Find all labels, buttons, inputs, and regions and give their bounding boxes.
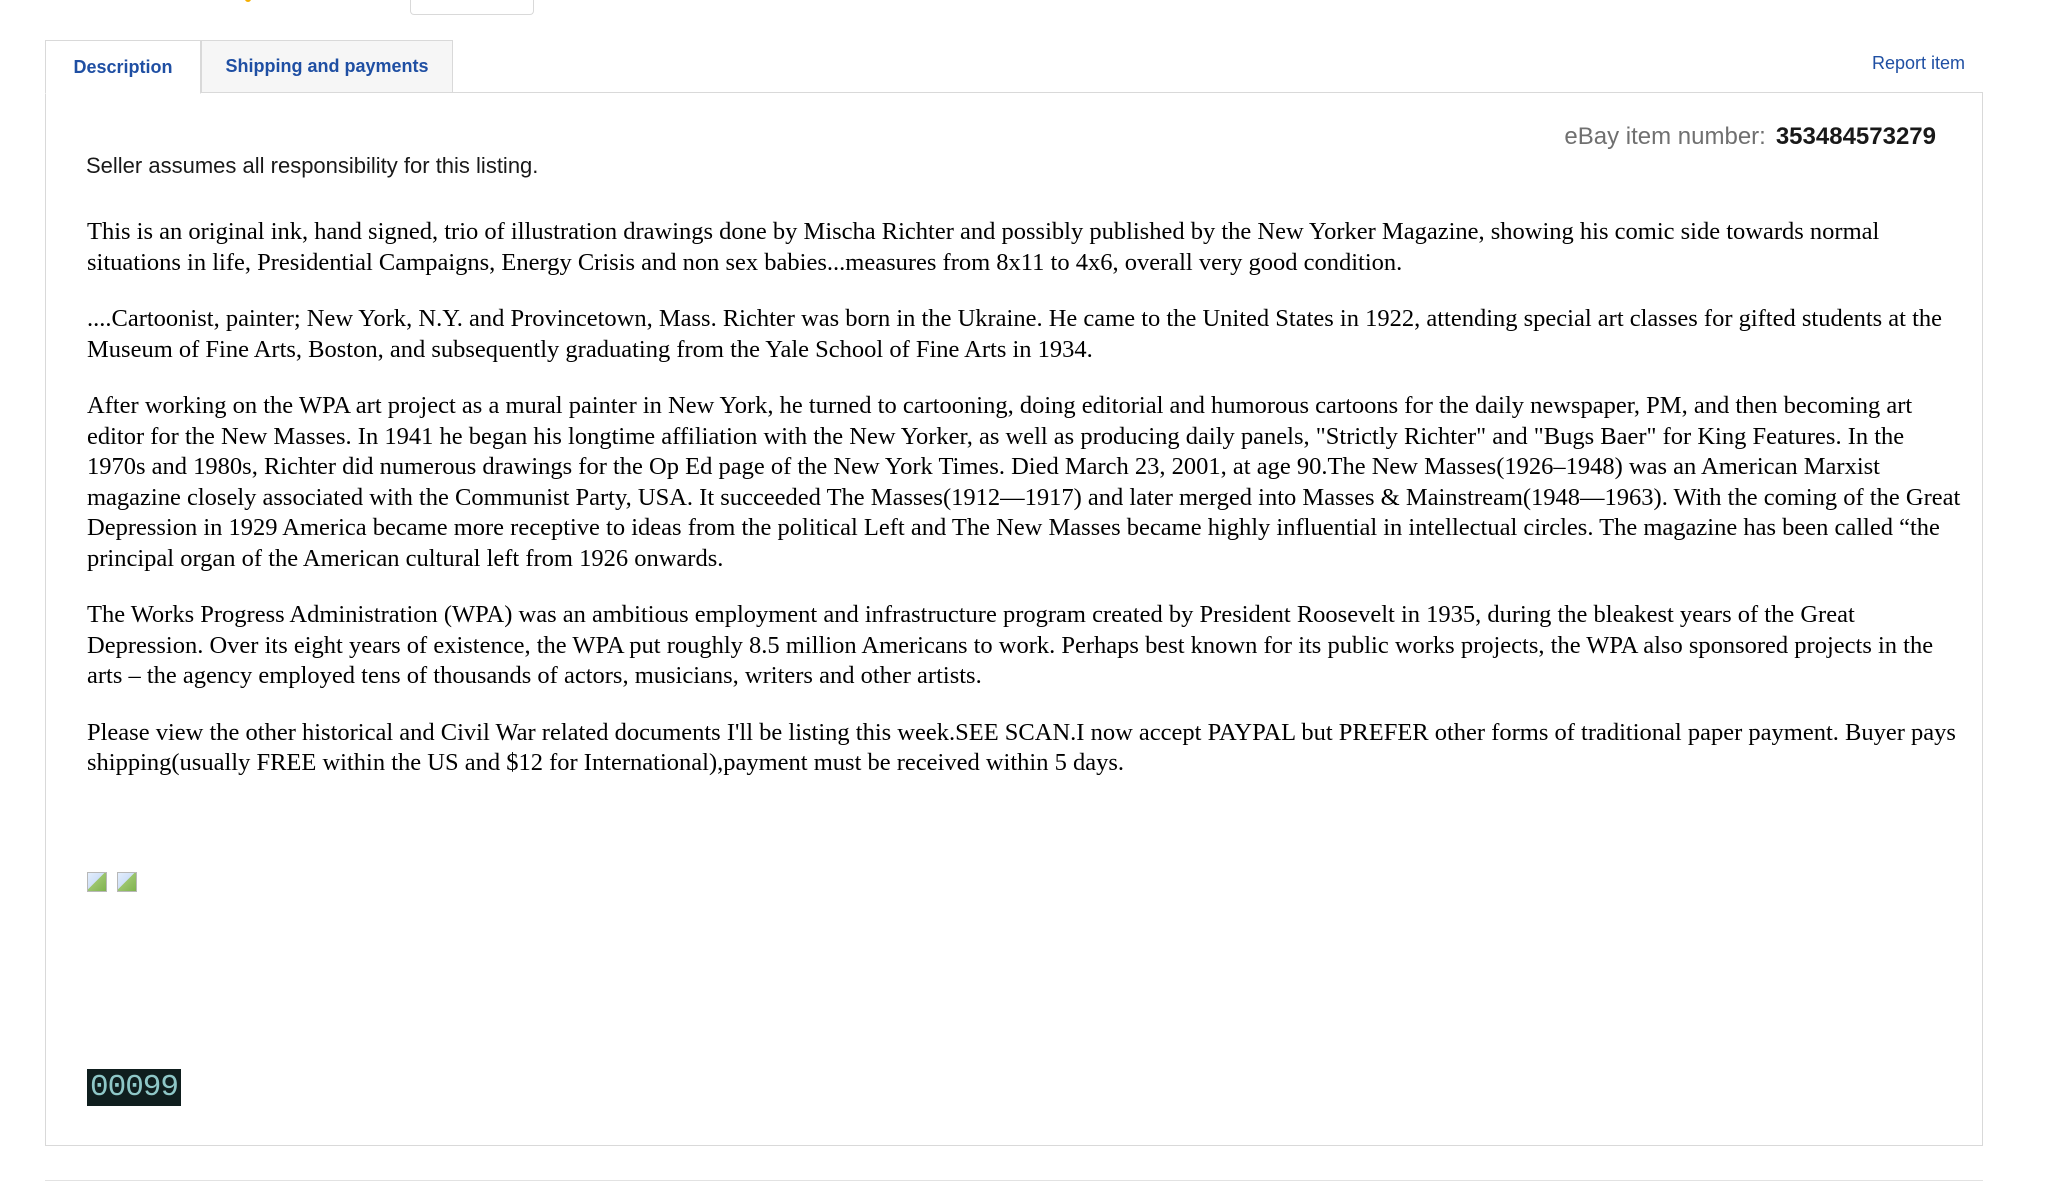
description-paragraph: ....Cartoonist, painter; New York, N.Y. and Provincetown, Mass. Richter was born in the Ukraine. He came to the United States in 1922, attending special art classes for gifted students at the Museum of Fine Arts, Boston, and subsequently graduating from the Yale School of Fine Arts in 1934. (87, 305, 1943, 363)
seller-responsibility-note: Seller assumes all responsibility for this listing. (86, 153, 539, 178)
description-paragraph: After working on the WPA art project as a mural painter in New York, he turned to cartooning, doing editorial and humorous cartoons for the daily newspaper, PM, and then becoming art editor for the New Masses. In 1941 he began his longtime affiliation with the New Yorker, as well as producing daily panels, "Strictly Richter" and "Bugs Baer" for King Features. In the 1970s and 1980s, Richter did numerous drawings for the Op Ed page of the New York Times. Died March 23, 2001, at age 90.The New Masses(1926–1948) was an American Marxist magazine closely associated with the Communist Party, USA. It succeeded The Masses(1912—1917) and later merged into Masses & Mainstream(1948—1963). With the coming of the Great Depression in 1929 America became more receptive to ideas from the political Left and The New Masses became highly influential in intellectual circles. The magazine has been called “the principal organ of the American cultural left from 1926 onwards. (87, 392, 1961, 572)
tab-bar (45, 40, 453, 93)
description-paragraph: This is an original ink, hand signed, trio of illustration drawings done by Mischa Richter and possibly published by the New Yorker Magazine, showing his comic side towards normal situations in life, Presidential Campaigns, Energy Crisis and non sex babies...measures from 8x11 to 4x6, overall very good condition. (87, 218, 1880, 276)
tab-shipping-and-payments[interactable]: Shipping and payments (201, 40, 453, 92)
item-description (87, 217, 1967, 805)
broken-image-icon (87, 872, 107, 892)
top-button-stub[interactable] (410, 0, 534, 15)
visitor-counter: 00099 (87, 1069, 181, 1106)
report-item-link[interactable]: Report item (1871, 53, 1965, 73)
section-divider (45, 1180, 1983, 1181)
item-number-value: 353484573279 (1775, 123, 1936, 150)
description-paragraph: Please view the other historical and Civil War related documents I'll be listing this week.SEE SCAN.I now accept PAYPAL but PREFER other forms of traditional paper payment. Buyer pays shipping(usually FREE within the US and $12 for International),payment must be received within 5 days. (87, 718, 1956, 776)
description-paragraph: The Works Progress Administration (WPA) was an ambitious employment and infrastructure program created by President Roosevelt in 1935, during the bleakest years of the Great Depression. Over its eight years of existence, the WPA put roughly 8.5 million Americans to work. Perhaps best known for its public works projects, the WPA also sponsored projects in the arts – the agency employed tens of thousands of actors, musicians, writers and other artists. (87, 601, 1934, 689)
item-number-label: eBay item number: (1564, 123, 1766, 150)
top-accent-mark (245, 0, 251, 2)
tab-description[interactable]: Description (45, 40, 201, 94)
description-panel (45, 92, 1983, 1146)
broken-image-icon (117, 872, 137, 892)
item-number (1564, 123, 1936, 151)
